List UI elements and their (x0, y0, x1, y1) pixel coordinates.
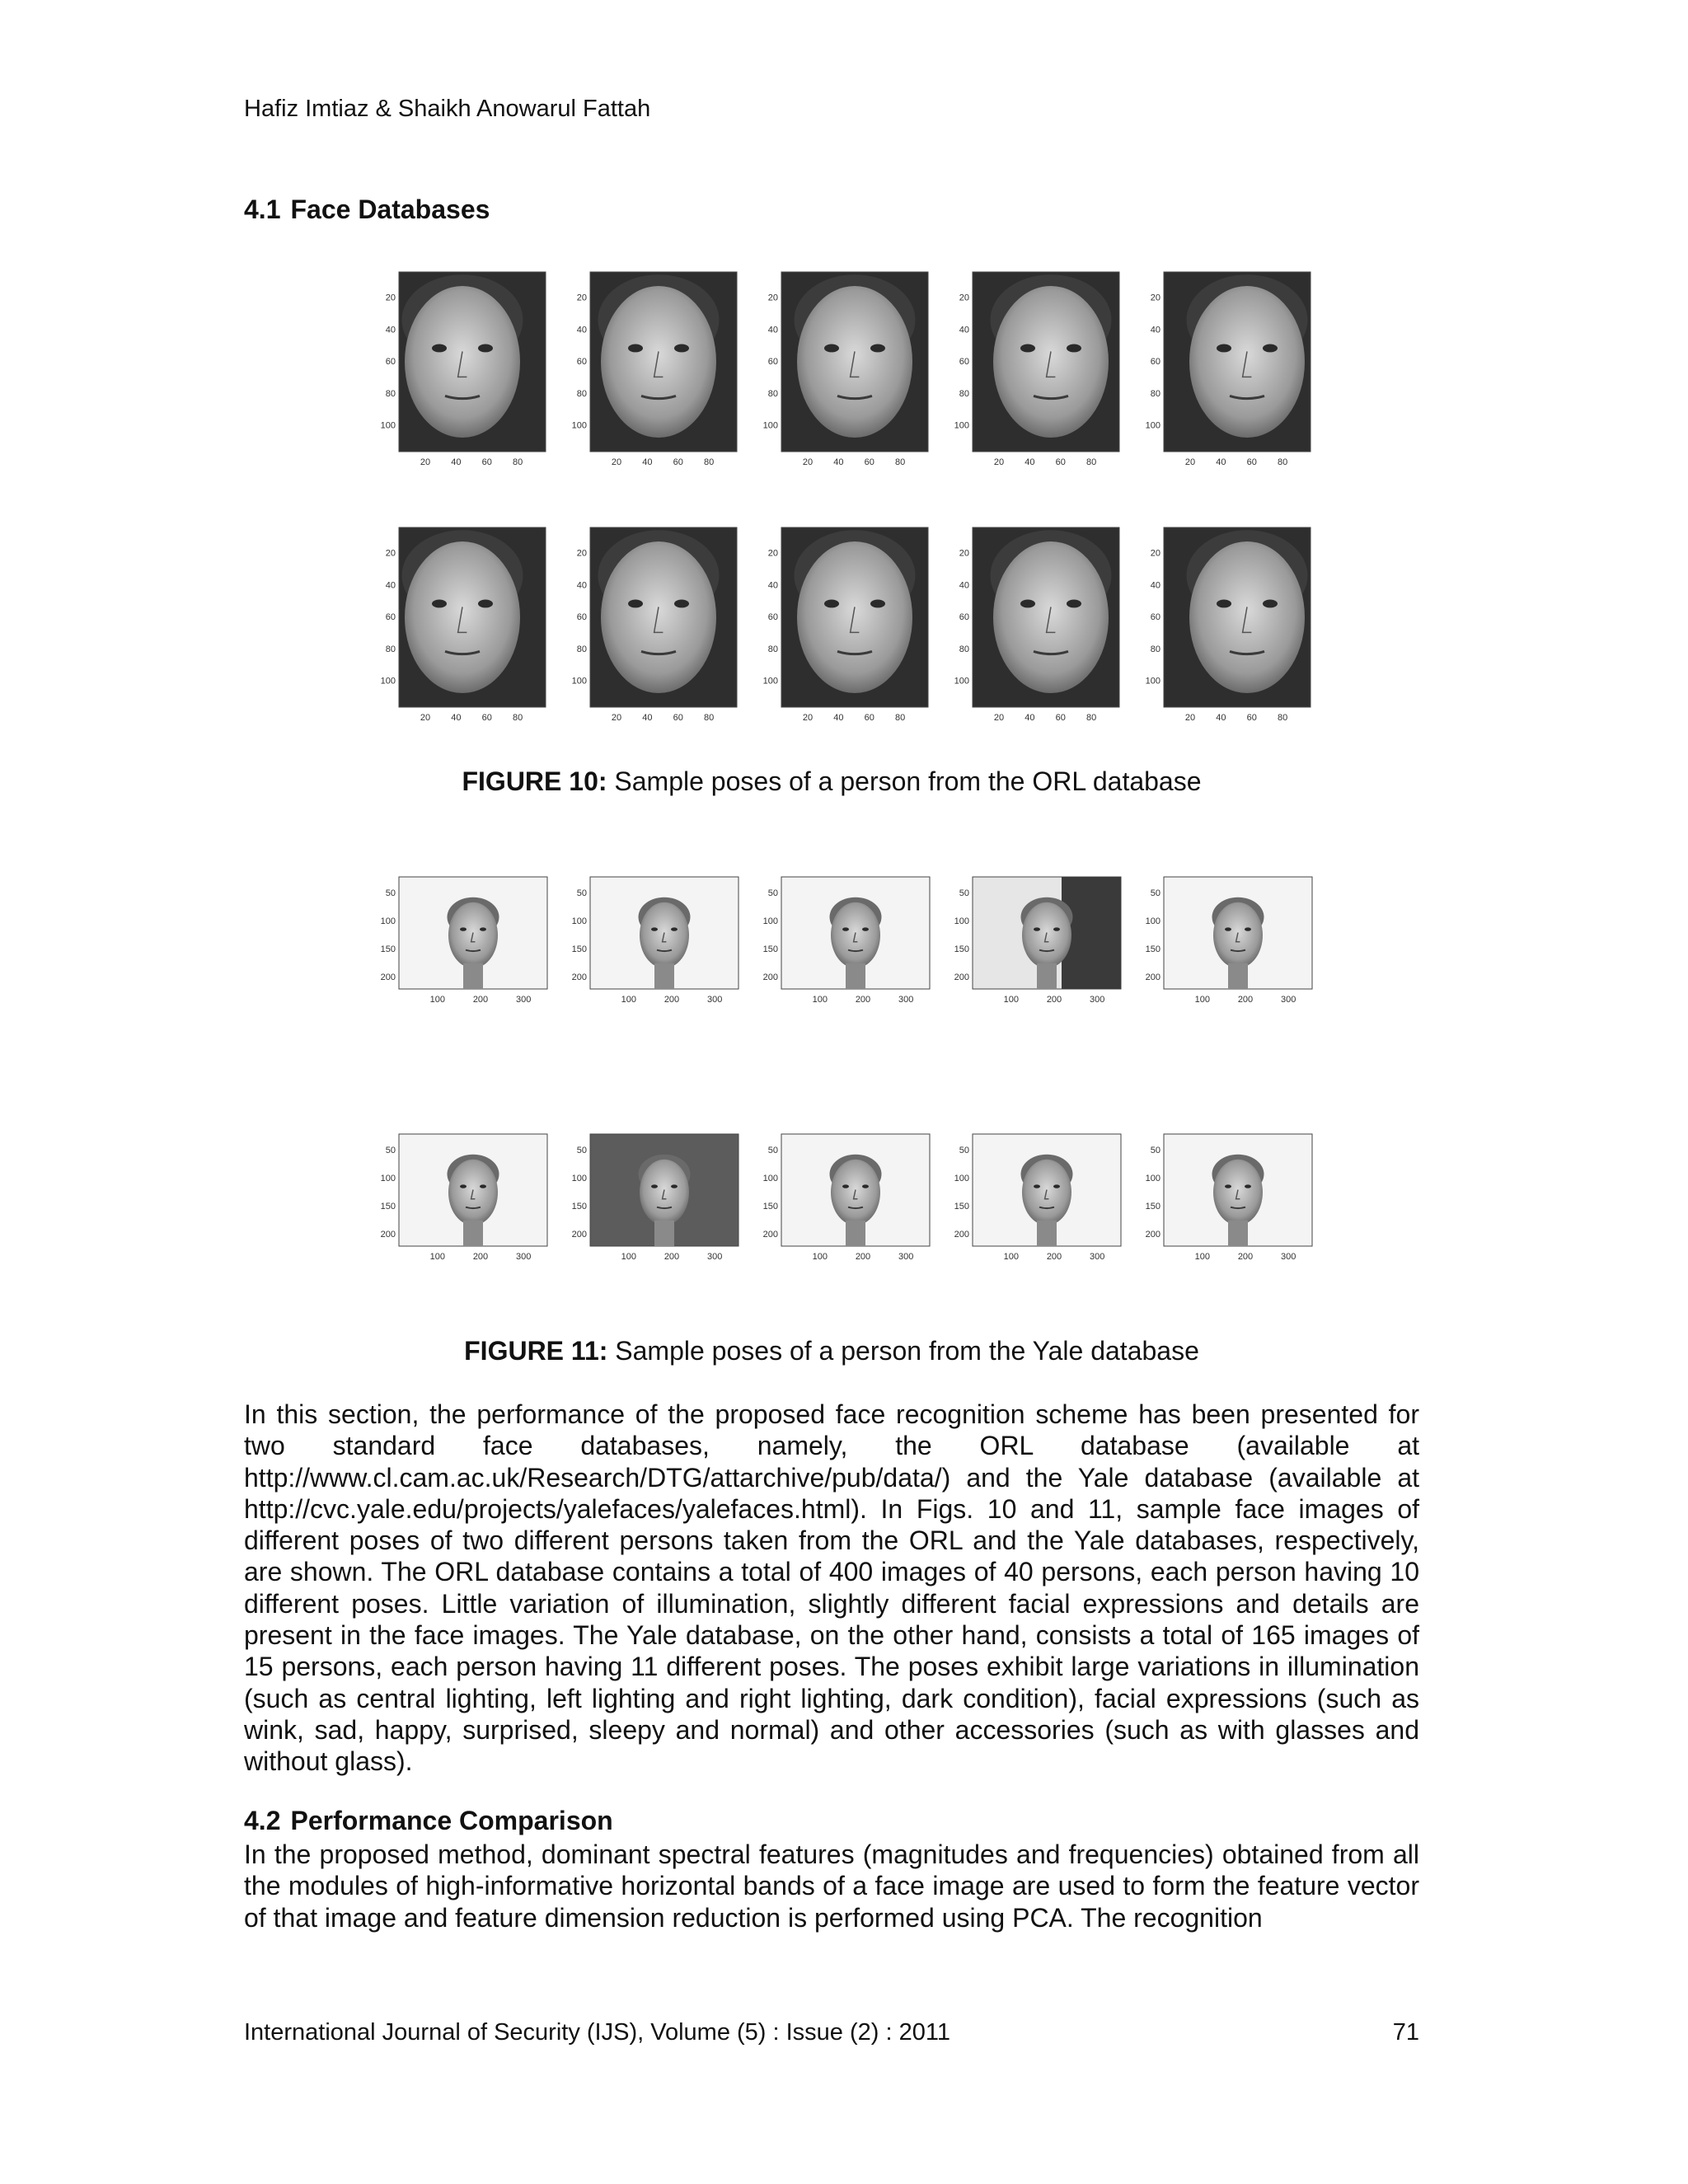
y-tick-label: 80 (767, 644, 778, 654)
x-tick-label: 100 (429, 995, 445, 1005)
y-tick-label: 20 (385, 548, 396, 559)
y-tick-label: 20 (1150, 548, 1160, 559)
y-tick-label: 80 (1150, 388, 1160, 399)
face-image-panel (562, 524, 752, 730)
y-tick-label: 50 (767, 1146, 778, 1156)
y-tick-label: 100 (1145, 676, 1160, 687)
y-tick-label: 40 (959, 325, 969, 335)
x-tick-label: 60 (481, 713, 492, 723)
orl-face-1 (371, 269, 560, 475)
y-tick-label: 60 (576, 612, 587, 623)
y-tick-label: 40 (959, 580, 969, 591)
y-tick-label: 20 (959, 548, 969, 559)
x-tick-label: 20 (993, 713, 1005, 723)
y-tick-label: 40 (576, 325, 587, 335)
x-tick-label: 300 (516, 1252, 532, 1262)
x-tick-label: 200 (663, 1252, 680, 1262)
x-tick-label: 20 (1184, 713, 1196, 723)
face-image-panel (1136, 269, 1325, 475)
x-tick-label: 100 (812, 995, 828, 1005)
running-header: Hafiz Imtiaz & Shaikh Anowarul Fattah (244, 96, 651, 122)
y-tick-label: 80 (959, 644, 969, 654)
face-image-panel (753, 874, 943, 1022)
x-tick-label: 100 (812, 1252, 828, 1262)
face-image-panel (1136, 1131, 1325, 1279)
figure-10-image-grid (371, 269, 1319, 727)
yale-face-2 (562, 874, 752, 1022)
figure-11-label: FIGURE 11: (464, 1336, 608, 1366)
y-tick-label: 50 (576, 1146, 587, 1156)
y-tick-label: 100 (1145, 916, 1160, 927)
y-tick-label: 100 (571, 1174, 587, 1184)
y-tick-label: 100 (380, 420, 396, 431)
section-number: 4.1 (244, 194, 281, 224)
y-tick-label: 150 (571, 1202, 587, 1212)
y-tick-label: 50 (767, 888, 778, 899)
x-tick-label: 200 (1237, 995, 1254, 1005)
y-tick-label: 20 (767, 293, 778, 303)
orl-face-9 (945, 524, 1134, 730)
y-tick-label: 60 (385, 612, 396, 623)
orl-face-4 (945, 269, 1134, 475)
y-tick-label: 60 (767, 357, 778, 368)
y-tick-label: 100 (1145, 1174, 1160, 1184)
y-tick-label: 100 (571, 916, 587, 927)
y-tick-label: 40 (767, 325, 778, 335)
y-tick-label: 100 (762, 676, 778, 687)
face-image-panel (753, 269, 943, 475)
y-tick-label: 60 (767, 612, 778, 623)
x-tick-label: 20 (802, 457, 814, 467)
y-tick-label: 50 (1150, 888, 1160, 899)
section-title: Face Databases (290, 194, 490, 224)
x-tick-label: 80 (1278, 457, 1288, 467)
y-tick-label: 150 (380, 944, 396, 955)
y-tick-label: 60 (959, 357, 969, 368)
y-tick-label: 200 (380, 972, 396, 983)
paragraph-databases: In this section, the performance of the proposed face recognition scheme has been presented for two standard face databases, namely, the ORL database (available at http://www.cl.cam.ac.uk/Research/DTG/attarchive/pub/data/) and the Yale database (available at http://cvc.yale.edu/projects/yalefaces/yalefaces.html). In Figs. 10 and 11, sample face images of different poses of two different persons taken from the ORL and the Yale databases, respectively, are shown. The ORL database contains a total of 400 images of 40 persons, each person having 10 different poses. Little variation of illumination, slightly different facial expressions and details are present in the face images. The Yale database, on the other hand, consists a total of 165 images of 15 persons, each person having 11 different poses. The poses exhibit large variations in illumination (such as central lighting, left lighting and right lighting, dark condition), facial expressions (such as wink, sad, happy, surprised, sleepy and normal) and other accessories (such as with glasses and without glass). (244, 1399, 1419, 1777)
face-image-panel (371, 269, 560, 475)
face-image-panel (371, 524, 560, 730)
yale-face-5 (1136, 874, 1325, 1022)
face-image-panel (753, 524, 943, 730)
x-tick-label: 40 (1025, 457, 1035, 467)
face-image-panel (371, 1131, 560, 1279)
x-tick-label: 200 (1046, 1252, 1062, 1262)
y-tick-label: 40 (1150, 580, 1160, 591)
x-tick-label: 300 (898, 995, 914, 1005)
x-tick-label: 60 (1246, 457, 1257, 467)
y-tick-label: 100 (571, 420, 587, 431)
y-tick-label: 100 (954, 420, 969, 431)
y-tick-label: 20 (959, 293, 969, 303)
figure-11-image-grid (371, 874, 1319, 1269)
x-tick-label: 80 (1086, 457, 1097, 467)
y-tick-label: 200 (1145, 1230, 1160, 1240)
y-tick-label: 100 (954, 676, 969, 687)
x-tick-label: 60 (673, 457, 683, 467)
orl-face-5 (1136, 269, 1325, 475)
y-tick-label: 200 (380, 1230, 396, 1240)
x-tick-label: 200 (855, 1252, 871, 1262)
yale-face-6 (371, 1131, 560, 1279)
x-tick-label: 100 (1003, 1252, 1019, 1262)
y-tick-label: 40 (385, 580, 396, 591)
x-tick-label: 80 (1278, 713, 1288, 723)
orl-face-6 (371, 524, 560, 730)
y-tick-label: 200 (571, 1230, 587, 1240)
x-tick-label: 100 (429, 1252, 445, 1262)
y-tick-label: 200 (954, 1230, 969, 1240)
face-image-panel (945, 524, 1134, 730)
y-tick-label: 60 (1150, 612, 1160, 623)
x-tick-label: 20 (611, 713, 622, 723)
yale-face-9 (945, 1131, 1134, 1279)
y-tick-label: 100 (1145, 420, 1160, 431)
y-tick-label: 50 (959, 1146, 969, 1156)
orl-face-7 (562, 524, 752, 730)
yale-face-4 (945, 874, 1134, 1022)
x-tick-label: 20 (420, 713, 431, 723)
y-tick-label: 50 (959, 888, 969, 899)
y-tick-label: 150 (954, 1202, 969, 1212)
y-tick-label: 80 (576, 644, 587, 654)
y-tick-label: 40 (576, 580, 587, 591)
section-heading-4-2 (244, 1806, 613, 1836)
y-tick-label: 80 (959, 388, 969, 399)
x-tick-label: 40 (1216, 713, 1226, 723)
orl-face-8 (753, 524, 943, 730)
yale-face-3 (753, 874, 943, 1022)
y-tick-label: 150 (380, 1202, 396, 1212)
section-title: Performance Comparison (290, 1806, 613, 1835)
face-image-panel (1136, 524, 1325, 730)
y-tick-label: 20 (1150, 293, 1160, 303)
page-footer (244, 2019, 1419, 2046)
y-tick-label: 40 (1150, 325, 1160, 335)
y-tick-label: 50 (385, 1146, 396, 1156)
y-tick-label: 20 (576, 548, 587, 559)
x-tick-label: 100 (1194, 995, 1210, 1005)
figure-11-caption (244, 1336, 1419, 1366)
x-tick-label: 80 (704, 713, 715, 723)
x-tick-label: 40 (451, 713, 462, 723)
x-tick-label: 300 (1281, 995, 1296, 1005)
x-tick-label: 80 (513, 457, 523, 467)
y-tick-label: 100 (954, 916, 969, 927)
orl-face-10 (1136, 524, 1325, 730)
y-tick-label: 100 (954, 1174, 969, 1184)
y-tick-label: 200 (762, 1230, 778, 1240)
x-tick-label: 300 (707, 995, 723, 1005)
x-tick-label: 300 (707, 1252, 723, 1262)
x-tick-label: 40 (833, 457, 844, 467)
x-tick-label: 20 (420, 457, 431, 467)
y-tick-label: 100 (762, 420, 778, 431)
x-tick-label: 60 (1055, 713, 1066, 723)
y-tick-label: 100 (380, 1174, 396, 1184)
face-image-panel (945, 874, 1134, 1022)
figure-10-label: FIGURE 10: (462, 766, 607, 796)
y-tick-label: 150 (762, 944, 778, 955)
x-tick-label: 80 (895, 457, 906, 467)
y-tick-label: 50 (385, 888, 396, 899)
x-tick-label: 300 (1090, 1252, 1105, 1262)
x-tick-label: 300 (898, 1252, 914, 1262)
x-tick-label: 200 (663, 995, 680, 1005)
y-tick-label: 200 (762, 972, 778, 983)
face-image-panel (562, 874, 752, 1022)
y-tick-label: 20 (767, 548, 778, 559)
y-tick-label: 200 (1145, 972, 1160, 983)
y-tick-label: 20 (576, 293, 587, 303)
x-tick-label: 200 (1046, 995, 1062, 1005)
y-tick-label: 100 (762, 1174, 778, 1184)
x-tick-label: 20 (611, 457, 622, 467)
paragraph-performance: In the proposed method, dominant spectral features (magnitudes and frequencies) obtained from all the modules of high-informative horizontal bands of a face image are used to form the feature vector of that image and feature dimension reduction is performed using PCA. The recognition (244, 1840, 1419, 1933)
footer-journal: International Journal of Security (IJS), Volume (5) : Issue (2) : 2011 (244, 2019, 950, 2046)
x-tick-label: 40 (1216, 457, 1226, 467)
x-tick-label: 100 (1194, 1252, 1210, 1262)
x-tick-label: 300 (516, 995, 532, 1005)
face-image-panel (371, 874, 560, 1022)
orl-face-2 (562, 269, 752, 475)
x-tick-label: 20 (802, 713, 814, 723)
y-tick-label: 60 (576, 357, 587, 368)
footer-page-number: 71 (1392, 2019, 1419, 2046)
y-tick-label: 60 (959, 612, 969, 623)
x-tick-label: 60 (864, 713, 874, 723)
x-tick-label: 80 (895, 713, 906, 723)
orl-face-3 (753, 269, 943, 475)
y-tick-label: 200 (954, 972, 969, 983)
face-image-panel (562, 269, 752, 475)
yale-face-10 (1136, 1131, 1325, 1279)
face-image-panel (945, 1131, 1134, 1279)
yale-face-1 (371, 874, 560, 1022)
y-tick-label: 80 (385, 644, 396, 654)
y-tick-label: 40 (767, 580, 778, 591)
x-tick-label: 100 (621, 1252, 636, 1262)
face-image-panel (562, 1131, 752, 1279)
x-tick-label: 20 (993, 457, 1005, 467)
y-tick-label: 50 (576, 888, 587, 899)
x-tick-label: 40 (642, 457, 653, 467)
y-tick-label: 100 (380, 916, 396, 927)
x-tick-label: 80 (704, 457, 715, 467)
y-tick-label: 20 (385, 293, 396, 303)
x-tick-label: 200 (855, 995, 871, 1005)
y-tick-label: 60 (385, 357, 396, 368)
y-tick-label: 80 (385, 388, 396, 399)
figure-10-caption (244, 766, 1419, 797)
y-tick-label: 80 (576, 388, 587, 399)
x-tick-label: 300 (1281, 1252, 1296, 1262)
y-tick-label: 150 (954, 944, 969, 955)
x-tick-label: 40 (642, 713, 653, 723)
x-tick-label: 100 (1003, 995, 1019, 1005)
yale-face-8 (753, 1131, 943, 1279)
x-tick-label: 60 (481, 457, 492, 467)
x-tick-label: 60 (673, 713, 683, 723)
x-tick-label: 60 (1055, 457, 1066, 467)
y-tick-label: 150 (1145, 1202, 1160, 1212)
x-tick-label: 60 (864, 457, 874, 467)
y-tick-label: 100 (571, 676, 587, 687)
x-tick-label: 200 (472, 1252, 489, 1262)
y-tick-label: 50 (1150, 1146, 1160, 1156)
yale-face-7 (562, 1131, 752, 1279)
x-tick-label: 100 (621, 995, 636, 1005)
y-tick-label: 60 (1150, 357, 1160, 368)
y-tick-label: 200 (571, 972, 587, 983)
x-tick-label: 80 (513, 713, 523, 723)
x-tick-label: 40 (451, 457, 462, 467)
y-tick-label: 80 (1150, 644, 1160, 654)
x-tick-label: 20 (1184, 457, 1196, 467)
face-image-panel (945, 269, 1134, 475)
figure-11-text: Sample poses of a person from the Yale database (607, 1336, 1199, 1366)
x-tick-label: 40 (833, 713, 844, 723)
x-tick-label: 60 (1246, 713, 1257, 723)
y-tick-label: 100 (762, 916, 778, 927)
face-image-panel (1136, 874, 1325, 1022)
y-tick-label: 40 (385, 325, 396, 335)
figure-10-text: Sample poses of a person from the ORL database (607, 766, 1202, 796)
x-tick-label: 80 (1086, 713, 1097, 723)
face-image-panel (753, 1131, 943, 1279)
section-number: 4.2 (244, 1806, 281, 1835)
x-tick-label: 200 (1237, 1252, 1254, 1262)
y-tick-label: 80 (767, 388, 778, 399)
x-tick-label: 300 (1090, 995, 1105, 1005)
y-tick-label: 150 (571, 944, 587, 955)
y-tick-label: 150 (1145, 944, 1160, 955)
y-tick-label: 100 (380, 676, 396, 687)
section-heading-4-1 (244, 194, 490, 225)
x-tick-label: 200 (472, 995, 489, 1005)
x-tick-label: 40 (1025, 713, 1035, 723)
y-tick-label: 150 (762, 1202, 778, 1212)
